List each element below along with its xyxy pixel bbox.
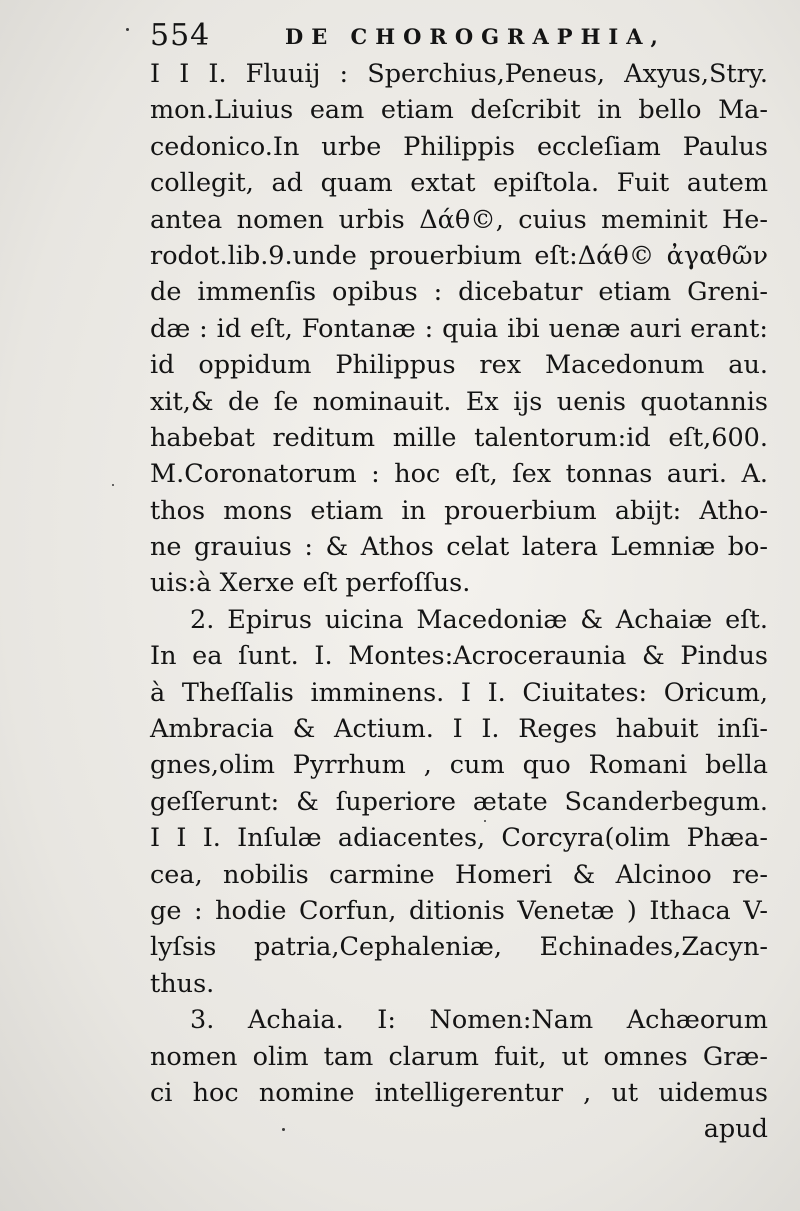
text-line: I I I. Fluuij : Sperchius,Peneus, Axyus,Stry. <box>150 59 768 89</box>
catchword: apud <box>703 1114 768 1145</box>
page-number: 554 <box>150 18 211 53</box>
text-line: Ambracia & Actium. I I. Reges habuit inſi- <box>150 714 768 745</box>
text-line: M.Coronatorum : hoc eſt, ſex tonnas auri. A. <box>150 459 768 490</box>
text-line: ci hoc nomine intelligerentur , ut uidemus <box>150 1077 768 1108</box>
text-line: collegit, ad quam extat epiſtola. Fuit autem <box>150 168 768 199</box>
section-heading-line: 3. Achaia. I: Nomen:Nam Achæorum <box>190 1005 768 1036</box>
text-line: thus. <box>150 968 215 999</box>
text-line: ge : hodie Corfun, ditionis Venetæ ) Ithaca V- <box>150 895 768 926</box>
text-line: ne grauius : & Athos celat latera Lemniæ bo- <box>150 532 768 563</box>
text-line: gnes,olim Pyrrhum , cum quo Romani bella <box>150 750 768 781</box>
text-line: nomen olim tam clarum fuit, ut omnes Græ- <box>150 1041 768 1072</box>
text-line: à Theſſalis imminens. I I. Ciuitates: Oricum, <box>150 677 768 708</box>
body-text <box>150 56 768 1148</box>
text-line: cedonico.In urbe Philippis eccleſiam Paulus <box>150 131 768 162</box>
text-line: dæ : id eſt, Fontanæ : quia ibi uenæ auri erant: <box>150 313 768 344</box>
text-line: rodot.lib.9.unde prouerbium eſt:Δάθ© ἀγαθῶν <box>150 240 768 271</box>
text-line: thos mons etiam in prouerbium abijt: Atho- <box>150 495 768 526</box>
text-line: geſſerunt: & ſuperiore ætate Scanderbegum. <box>150 786 768 817</box>
text-line: xit,& de ſe nominauit. Ex ijs uenis quotannis <box>150 386 768 417</box>
text-line: I I I. Inſulæ adiacentes, Corcyra(olim Phæa- <box>150 823 768 854</box>
ink-speck <box>112 484 114 486</box>
text-line: antea nomen urbis Δάθ©, cuius meminit He- <box>150 204 768 235</box>
section-heading-line: 2. Epirus uicina Macedoniæ & Achaiæ eſt. <box>190 604 768 635</box>
text-line: id oppidum Philippus rex Macedonum au. <box>150 350 768 381</box>
running-title: DE CHOROGRAPHIA, <box>285 24 666 49</box>
text-line: lyſsis patria,Cephaleniæ, Echinades,Zacyn- <box>150 932 768 963</box>
text-line: habebat reditum mille talentorum:id eſt,600. <box>150 422 768 453</box>
text-line: cea, nobilis carmine Homeri & Alcinoo re- <box>150 859 768 890</box>
text-line: de immenſis opibus : dicebatur etiam Greni- <box>150 277 768 308</box>
text-line: mon.Liuius eam etiam deſcribit in bello Ma- <box>150 95 768 126</box>
text-line: uis:à Xerxe eſt perfoſſus. <box>150 568 471 599</box>
ink-speck <box>126 28 129 31</box>
text-line: In ea ſunt. I. Montes:Acroceraunia & Pindus <box>150 641 768 672</box>
page-header <box>150 14 670 54</box>
